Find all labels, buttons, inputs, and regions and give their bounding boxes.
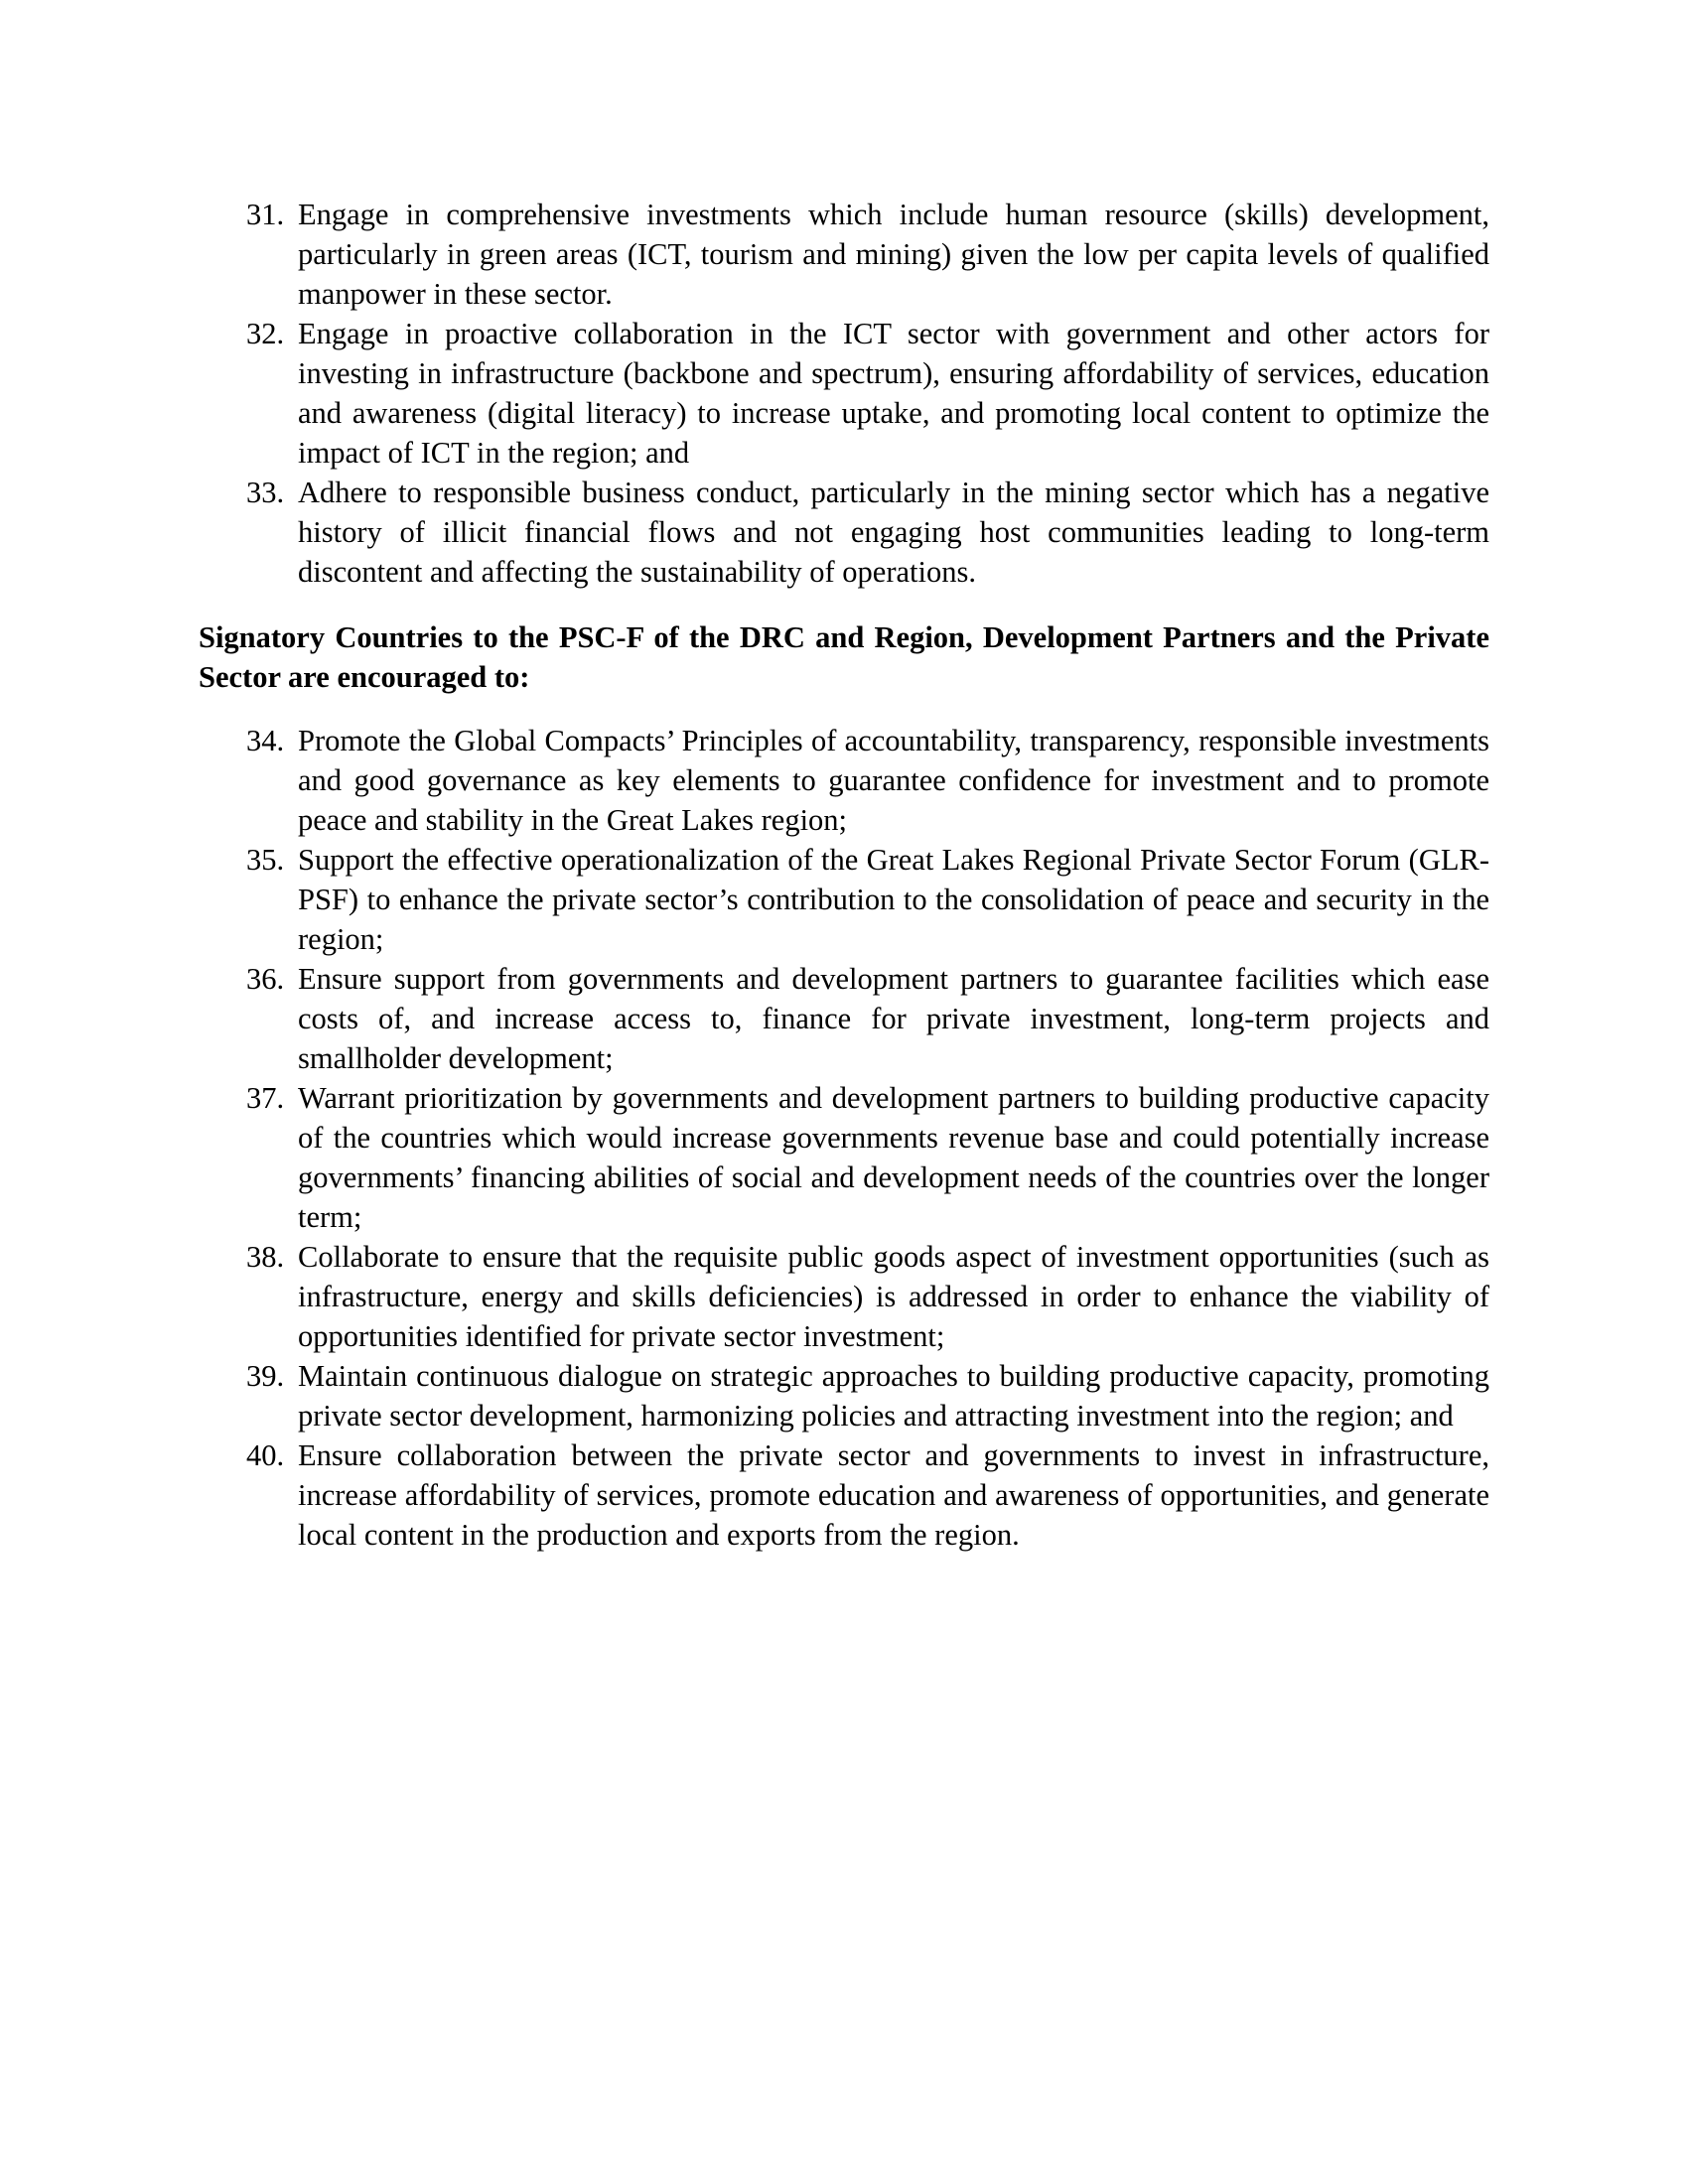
recommendation-list-private-sector (199, 195, 1489, 592)
item-text: Support the effective operationalization of the Great Lakes Regional Private Sector Forum (GLR-PSF) to enhance the private sector’s contribution to the consolidation of peace and security in the region; (298, 843, 1489, 956)
item-number: 39. (246, 1359, 285, 1393)
list-item-40 (199, 1435, 1489, 1555)
item-text: Ensure collaboration between the private sector and governments to invest in infrastructure, increase affordability of services, promote education and awareness of opportunities, and generate local content in the production and exports from the region. (298, 1438, 1489, 1552)
list-item-32 (199, 314, 1489, 473)
item-number: 36. (246, 962, 285, 996)
item-text: Collaborate to ensure that the requisite public goods aspect of investment opportunities (such as infrastructure, energy and skills deficiencies) is addressed in order to enhance the viability of opportunities identified for private sector investment; (298, 1240, 1489, 1353)
item-number: 38. (246, 1240, 285, 1274)
list-item-31 (199, 195, 1489, 314)
item-number: 40. (246, 1438, 285, 1472)
list-item-38 (199, 1237, 1489, 1356)
item-number: 31. (246, 198, 285, 231)
item-text: Engage in comprehensive investments which include human resource (skills) development, particularly in green areas (ICT, tourism and mining) given the low per capita levels of qualified manpower in these sector. (298, 198, 1489, 311)
list-item-33 (199, 473, 1489, 592)
item-text: Maintain continuous dialogue on strategic approaches to building productive capacity, promoting private sector development, harmonizing policies and attracting investment into the region; and (298, 1359, 1489, 1433)
recommendation-list-joint (199, 721, 1489, 1555)
list-item-36 (199, 959, 1489, 1078)
item-number: 34. (246, 724, 285, 757)
item-text: Promote the Global Compacts’ Principles of accountability, transparency, responsible investments and good governance as key elements to guarantee confidence for investment and to promote peace and stability in the Great Lakes region; (298, 724, 1489, 837)
item-number: 37. (246, 1081, 285, 1115)
list-item-39 (199, 1356, 1489, 1435)
item-number: 32. (246, 317, 285, 350)
item-number: 33. (246, 476, 285, 509)
item-text: Adhere to responsible business conduct, particularly in the mining sector which has a negative history of illicit financial flows and not engaging host communities leading to long-term discontent and affecting the sustainability of operations. (298, 476, 1489, 589)
item-number: 35. (246, 843, 285, 877)
list-item-37 (199, 1078, 1489, 1237)
item-text: Ensure support from governments and development partners to guarantee facilities which ease costs of, and increase access to, finance for private investment, long-term projects and smallholder development; (298, 962, 1489, 1075)
list-item-35 (199, 840, 1489, 959)
section-heading: Signatory Countries to the PSC-F of the DRC and Region, Development Partners and the Private Sector are encouraged to: (199, 620, 1489, 694)
list-item-34 (199, 721, 1489, 840)
item-text: Warrant prioritization by governments and development partners to building productive capacity of the countries which would increase governments revenue base and could potentially increase governments’ financing abilities of social and development needs of the countries over the longer term; (298, 1081, 1489, 1234)
document-page (199, 195, 1489, 1555)
item-text: Engage in proactive collaboration in the ICT sector with government and other actors for investing in infrastructure (backbone and spectrum), ensuring affordability of services, education and awareness (digital literacy) to increase uptake, and promoting local content to optimize the impact of ICT in the region; and (298, 317, 1489, 470)
